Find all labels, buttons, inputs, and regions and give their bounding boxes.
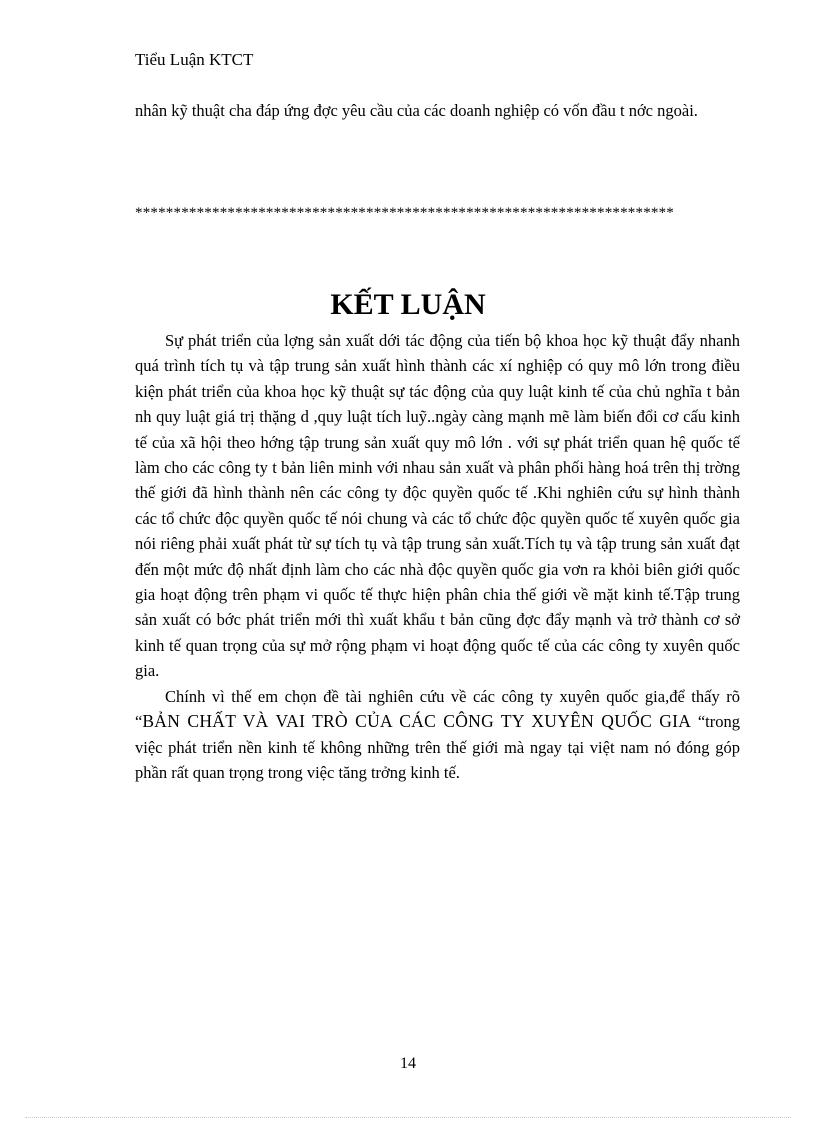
page-bottom-divider <box>25 1117 791 1118</box>
page-number: 14 <box>400 1055 416 1072</box>
section-title: KẾT LUẬN <box>330 288 486 321</box>
section-body <box>135 328 740 785</box>
running-header: Tiểu Luận KTCT <box>135 50 254 69</box>
intro-text: nhân kỹ thuật cha đáp ứng đợc yêu cầu của các doanh nghiệp có vốn đầu t nớc ngoài. <box>135 101 698 120</box>
paragraph-2-lead: Chính vì thế em chọn đề tài nghiên cứu về các công ty xuyên quốc gia,để thấy rõ “ <box>135 686 740 732</box>
paragraph-1: Sự phát triển của lợng sản xuất dới tác động của tiến bộ khoa học kỹ thuật đẩy nhanh quá trình tích tụ và tập trung sản xuất hình thành các xí nghiệp có quy mô lớn trong điều kiện phát triển của khoa học kỹ thuật sự tác động của quy luật kinh tế của chủ nghĩa t bản nh quy luật giá trị thặng d ,quy luật tích luỹ..ngày càng mạnh mẽ làm biến đổi cơ cấu kinh tế của xã hội theo hớng tập trung sản xuất quy mô lớn . với sự phát triển quan hệ quốc tế làm cho các công ty t bản liên minh với nhau sản xuất và phân phối hàng hoá trên thị trờng thế giới đã hình thành nên các công ty độc quyền quốc tế .Khi nghiên cứu sự hình thành các tổ chức độc quyền quốc tế nói chung và các tổ chức độc quyền quốc tế xuyên quốc gia nói riêng phải xuất phát từ sự tích tụ và tập trung sản xuất.Tích tụ và tập trung sản xuất đạt đến một mức độ nhất định làm cho các nhà độc quyền quốc gia vơn ra khỏi biên giới quốc gia hoạt động trên phạm vi quốc tế thực hiện phân chia thế giới về mặt kinh tế.Tập trung sản xuất có bớc phát triển mới thì xuất khẩu t bản cũng đợc đẩy mạnh và trở thành cơ sở kinh tế quan trọng của sự mở rộng phạm vi hoạt động quốc tế của các công ty xuyên quốc gia. <box>135 331 740 681</box>
paragraph-2-tail: “trong việc phát triển nền kinh tế không những trên thế giới mà ngay tại việt nam nó đóng góp phần rất quan trọng trong việc tăng trởng kinh tế. <box>135 712 740 782</box>
paragraph-2 <box>135 684 740 786</box>
separator-line: ********************************************************************** <box>135 205 674 221</box>
paragraph-2-topic: BẢN CHẤT VÀ VAI TRÒ CỦA CÁC CÔNG TY XUYÊN QUỐC GIA <box>142 711 692 732</box>
